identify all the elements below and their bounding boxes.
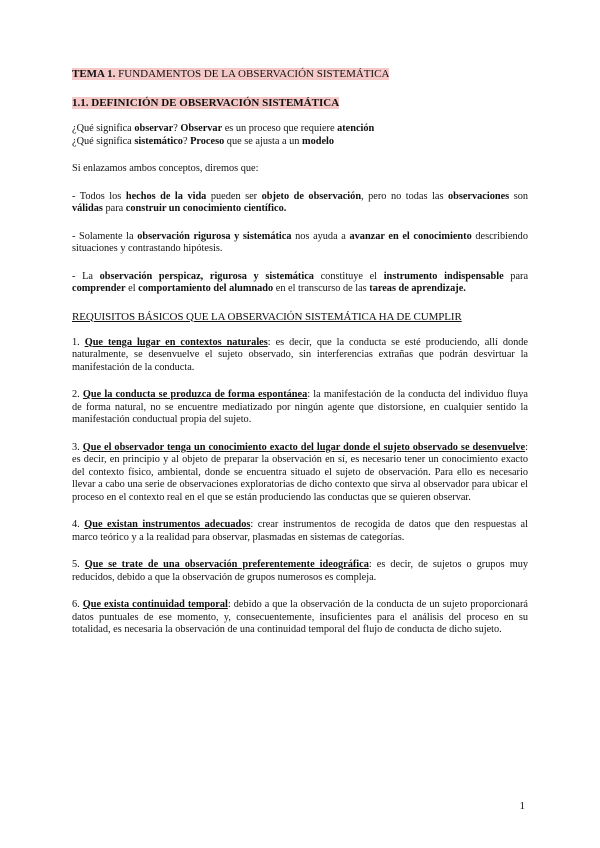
requirement-6: 6. Que exista continuidad temporal: debido a que la observación de la conducta de un sujeto proporcionará datos puntuales de ese momento, y, consecuentemente, insuficientes para el análisis del proceso en su totalidad, es necesaria la observación de una continuidad temporal del flujo de conducta de dicho sujeto.: [72, 599, 528, 635]
document-page: [72, 68, 528, 637]
bullet-paragraph-3: - La observación perspicaz, rigurosa y sistemática constituye el instrumento indispensable para comprender el comportamiento del alumnado en el transcurso de las tareas de aprendizaje.: [72, 270, 529, 294]
bullet-paragraph-2: - Solamente la observación rigurosa y sistemática nos ayuda a avanzar en el conocimiento describiendo situaciones y contrastando hipótesis.: [72, 230, 528, 254]
title-text: FUNDAMENTOS DE LA OBSERVACIÓN SISTEMÁTICA: [115, 68, 390, 80]
title-prefix: TEMA 1.: [72, 68, 116, 80]
page-title: [72, 68, 528, 80]
section-heading: 1.1. DEFINICIÓN DE OBSERVACIÓN SISTEMÁTICA: [72, 97, 340, 109]
question-sistematico: ¿Qué significa sistemático? Proceso que se ajusta a un modelo: [72, 135, 335, 147]
requirements-heading: REQUISITOS BÁSICOS QUE LA OBSERVACIÓN SISTEMÁTICA HA DE CUMPLIR: [72, 310, 462, 323]
requirement-1: 1. Que tenga lugar en contextos naturales: es decir, que la conducta se esté produciendo, allí donde naturalmente, se desenvuelve el sujeto observado, sin interferencias extrañas que podrán desvirtuar la manifestación de la conducta.: [72, 336, 528, 373]
requirement-2: 2. Que la conducta se produzca de forma espontánea: la manifestación de la conducta del individuo fluya de forma natural, no se encuentre mediatizado por ningún agente que distorsione, en cualquier sentido la manifestación conductual propia del sujeto.: [72, 389, 528, 425]
requirement-4: 4. Que existan instrumentos adecuados: crear instrumentos de recogida de datos que den respuestas al marco teórico y a la realidad para observar, plasmadas en sistemas de categorías.: [72, 519, 528, 543]
requirement-5: 5. Que se trate de una observación preferentemente ideográfica: es decir, de sujetos o grupos muy reducidos, debido a que la observación de grupos numerosos es compleja.: [72, 559, 529, 583]
question-observar: ¿Qué significa observar? Observar es un proceso que requiere atención: [72, 123, 375, 134]
intro-paragraph: Si enlazamos ambos conceptos, diremos que:: [72, 163, 259, 174]
bullet-paragraph-1: - Todos los hechos de la vida pueden ser objeto de observación, pero no todas las observaciones son válidas para construir un conocimiento científico.: [72, 190, 528, 214]
page-number: 1: [519, 800, 525, 812]
requirement-3: 3. Que el observador tenga un conocimiento exacto del lugar donde el sujeto observado se desenvuelve: es decir, en principio y al objeto de preparar la observación en sí, es necesario tener un conocimiento exacto del contexto físico, ambiental, donde se encuentra situado el sujeto de observación. Para ello es necesario llevar a cabo una serie de observaciones exploratorias de dicho contexto que sirva al observador para ubicar el proceso en el contexto real en el que se están produciendo las conductas que se quieren observar.: [72, 441, 529, 503]
